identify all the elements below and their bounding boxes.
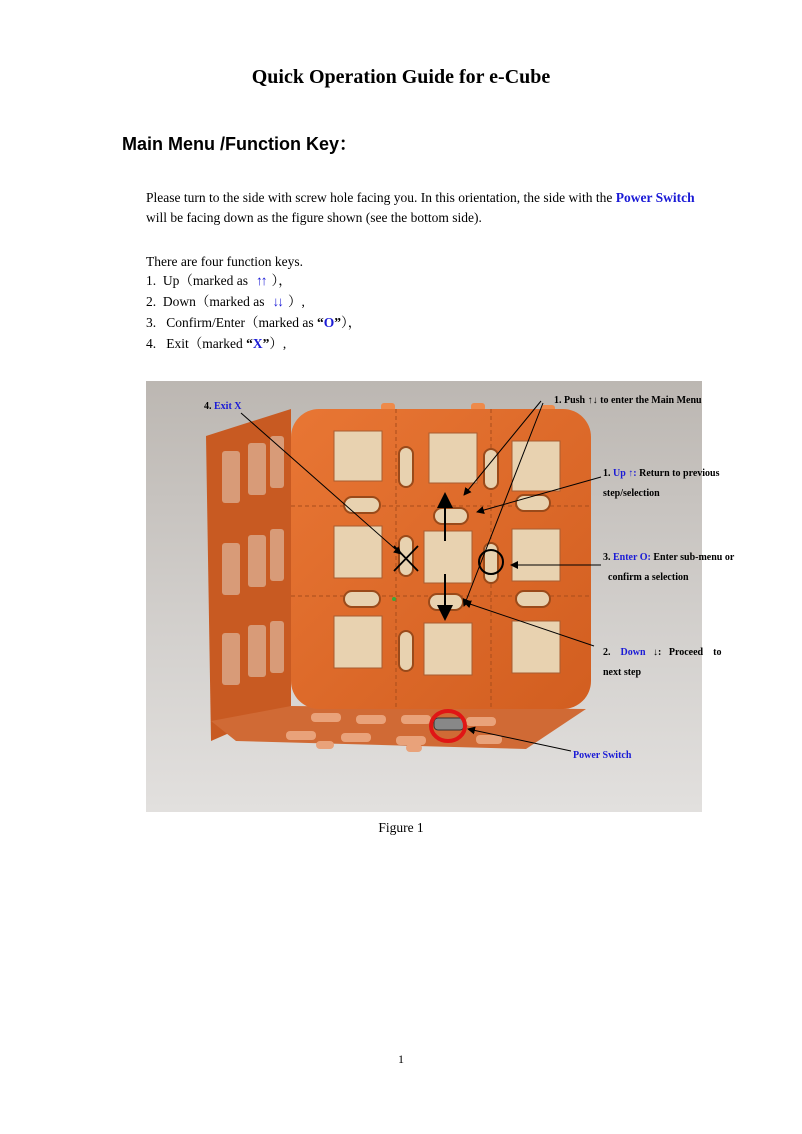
intro-text-2: will be facing down as the figure shown (see the bottom side). xyxy=(146,210,482,225)
keys-intro: There are four function keys. xyxy=(146,254,304,269)
function-key-list xyxy=(146,270,361,354)
ecube-figure xyxy=(146,381,735,812)
down-arrows-icon: ↓↓ xyxy=(272,294,282,309)
label-push-main-menu: 1. Push ↑↓ to enter the Main Menu xyxy=(554,395,702,406)
label-power-switch: Power Switch xyxy=(573,750,632,761)
page-number: 1 xyxy=(398,1052,404,1066)
decor-dot xyxy=(392,597,396,601)
up-arrows-icon: ↑↑ xyxy=(255,273,266,288)
label-enter: 3. Enter O: Enter sub-menu or confirm a selection xyxy=(603,552,735,583)
intro-text-1: Please turn to the side with screw hole facing you. In this orientation, the side with the xyxy=(146,190,616,205)
page-title: Quick Operation Guide for e-Cube xyxy=(251,66,551,88)
list-item-exit: 4. Exit（marked “X”）, xyxy=(146,336,287,351)
power-switch-slot xyxy=(434,718,464,730)
list-item-enter: 3. Confirm/Enter（marked as “O”）， xyxy=(146,315,362,330)
label-exit-x: 4. Exit X xyxy=(204,401,242,412)
power-switch-term: Power Switch xyxy=(615,190,695,205)
exit-symbol: X xyxy=(252,336,263,351)
list-item-down: 2. Down（marked as ↓↓ ）, xyxy=(146,291,361,312)
label-down: 2. Down ↓: Proceed to next step xyxy=(603,647,722,678)
front-face-windows xyxy=(334,431,560,675)
label-up: 1. Up ↑: Return to previous step/selection xyxy=(603,468,720,499)
left-face-windows xyxy=(222,436,284,685)
intro-paragraph xyxy=(146,188,706,228)
up-down-arrows-icon: ↑↓ xyxy=(587,395,598,406)
list-item-up: 1. Up（marked as ↑↑ ）， xyxy=(146,270,361,291)
figure-caption: Figure 1 xyxy=(378,820,424,835)
enter-symbol: O xyxy=(323,315,335,330)
section-heading: Main Menu /Function Key： xyxy=(122,134,358,154)
